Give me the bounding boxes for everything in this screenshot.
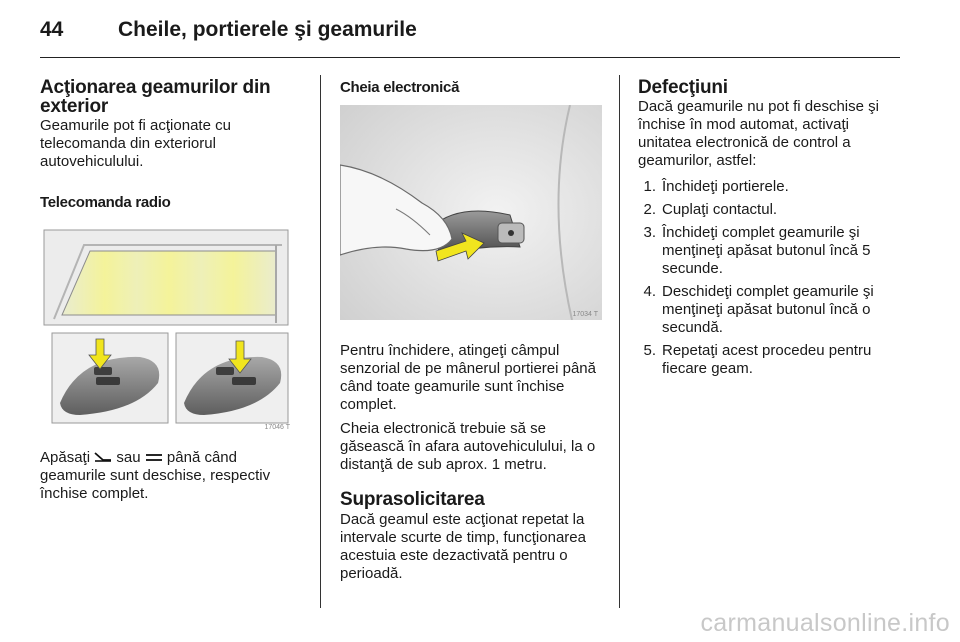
column-right	[638, 78, 900, 383]
faults-intro: Dacă geamurile nu pot fi deschise şi închise în mod automat, activaţi unitatea electronică de control a geamurilor, astfel:	[638, 98, 879, 169]
header-rule	[40, 57, 900, 58]
radio-remote-instructions	[40, 449, 302, 503]
figure-code: 17046 T	[264, 424, 290, 431]
list-item: 5. Repetaţi acest procedeu pentru fiecare geam.	[643, 342, 872, 377]
watermark: carmanualsonline.info	[700, 609, 950, 637]
list-item: 3. Închideţi complet geamurile şi menţineţi apăsat butonul încă 5 secunde.	[643, 224, 871, 277]
list-item: 1. Închideţi portierele.	[643, 178, 789, 195]
page-title: Cheile, portierele şi geamurile	[118, 18, 417, 41]
subheading-electronic-key: Cheia electronică	[340, 79, 460, 96]
para-key-distance: Cheia electronică trebuie să se găsească în afara autovehiculului, la o distanţă de sub aprox. 1 metru.	[340, 420, 596, 473]
figure-door-handle	[340, 105, 602, 320]
column-divider-right	[619, 75, 620, 608]
column-middle	[340, 78, 602, 583]
list-item: 2. Cuplaţi contactul.	[643, 201, 778, 218]
instruction-until: până când	[166, 449, 237, 466]
instruction-rest: geamurile sunt deschise, respectiv închise complet.	[40, 467, 271, 503]
column-left	[40, 78, 302, 503]
section-intro: Geamurile pot fi acţionate cu telecomanda din exteriorul autovehiculului.	[40, 117, 231, 170]
para-closing: Pentru închidere, atingeţi câmpul senzorial de pe mânerul portierei până când toate geamurile sunt închise complet.	[340, 342, 596, 413]
subheading-radio-remote: Telecomanda radio	[40, 194, 171, 211]
unlock-icon	[94, 449, 112, 467]
lock-icon	[145, 449, 163, 467]
section-heading-faults: Defecţiuni	[638, 77, 728, 98]
figure-code: 17034 T	[572, 311, 598, 318]
column-divider-left	[320, 75, 321, 608]
door-handle-illustration	[340, 105, 602, 320]
figure-radio-remote	[40, 227, 294, 433]
instruction-press: Apăsaţi	[40, 449, 91, 466]
para-overload: Dacă geamul este acţionat repetat la intervale scurte de timp, funcţionarea acestuia este dezactivată pentru o perioadă.	[340, 511, 586, 582]
faults-steps-list	[638, 178, 900, 378]
radio-remote-illustration	[40, 227, 294, 433]
section-heading-exterior: Acţionarea geamurilor din exterior	[40, 77, 271, 117]
page-number: 44	[40, 18, 64, 41]
list-item: 4. Deschideţi complet geamurile şi menţineţi apăsat butonul încă o secundă.	[643, 283, 874, 336]
section-heading-overload: Suprasolicitarea	[340, 489, 485, 510]
instruction-or: sau	[116, 449, 141, 466]
